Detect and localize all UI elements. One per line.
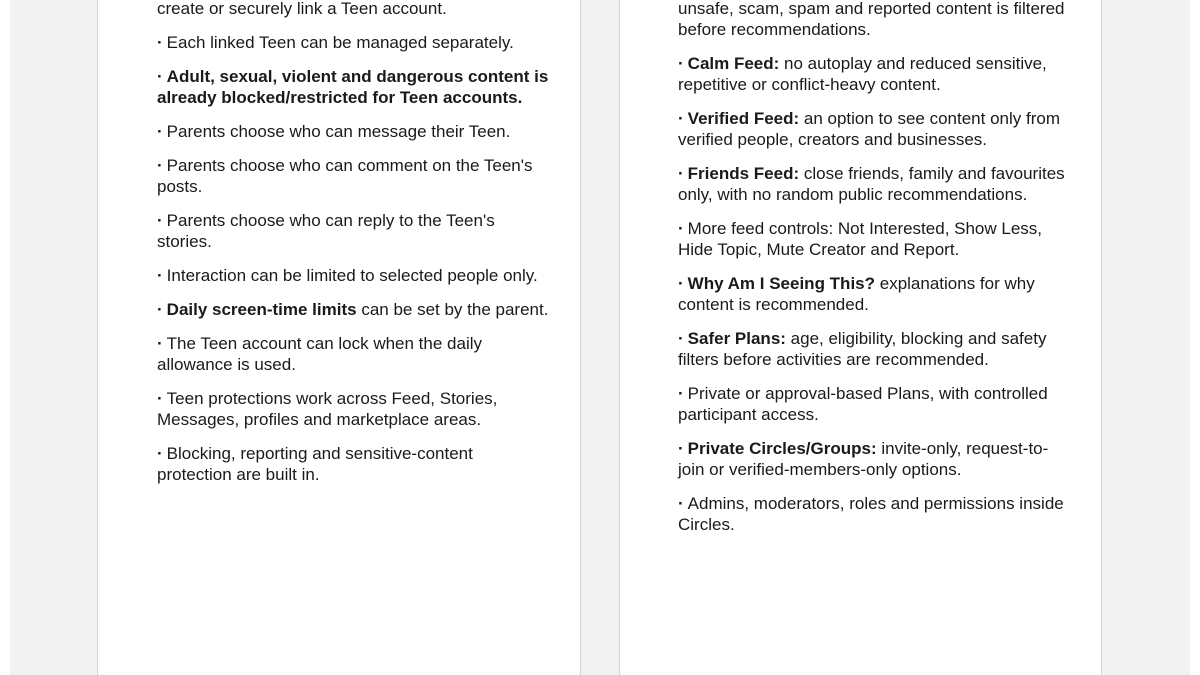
item-bold-label: Friends Feed: xyxy=(687,164,800,183)
item-text: no autoplay and reduced sensitive, repetitive or conflict-heavy content. xyxy=(678,54,1047,94)
list-item: · Private Circles/Groups: invite-only, request-to-join or verified-members-only options. xyxy=(678,439,1049,479)
item-text: More feed controls: Not Interested, Show Less, Hide Topic, Mute Creator and Report. xyxy=(678,219,1043,259)
item-text: Interaction can be limited to selected people only. xyxy=(166,266,538,285)
item-text: Admins, moderators, roles and permissions inside Circles. xyxy=(678,494,1064,534)
item-text: can be set by the parent. xyxy=(356,300,549,319)
list-item: · Friends Feed: close friends, family and favourites only, with no random public recommendations. xyxy=(678,164,1065,204)
item-bold-label: Verified Feed: xyxy=(687,109,800,128)
list-item: · Parents choose who can comment on the Teen's posts. xyxy=(157,156,533,196)
item-text: Parents choose who can message their Teen. xyxy=(166,122,511,141)
list-item: · Daily screen-time limits can be set by the parent. xyxy=(157,300,549,319)
item-text: explanations for why content is recommended. xyxy=(678,274,1035,314)
list-item: · Calm Feed: no autoplay and reduced sensitive, repetitive or conflict-heavy content. xyxy=(678,54,1047,94)
list-item: · Safer Plans: age, eligibility, blocking and safety filters before activities are recommended. xyxy=(678,329,1047,369)
item-text: Blocking, reporting and sensitive-content protection are built in. xyxy=(157,444,473,484)
list-item: · Blocking, reporting and sensitive-content protection are built in. xyxy=(157,444,473,484)
left-feature-list xyxy=(157,0,552,498)
item-text: Parents choose who can reply to the Teen's stories. xyxy=(157,211,495,251)
item-text: create or securely link a Teen account. xyxy=(157,0,447,18)
item-text: unsafe, scam, spam and reported content is filtered before recommendations. xyxy=(678,0,1065,39)
list-item: · Private or approval-based Plans, with controlled participant access. xyxy=(678,384,1048,424)
item-text: Private or approval-based Plans, with controlled participant access. xyxy=(678,384,1048,424)
list-item: · More feed controls: Not Interested, Show Less, Hide Topic, Mute Creator and Report. xyxy=(678,219,1043,259)
item-text: Teen protections work across Feed, Stories, Messages, profiles and marketplace areas. xyxy=(157,389,498,429)
list-item: · Verified Feed: an option to see content only from verified people, creators and businesses. xyxy=(678,109,1060,149)
item-text: an option to see content only from verified people, creators and businesses. xyxy=(678,109,1060,149)
item-bold-label: Daily screen-time limits xyxy=(166,300,357,319)
item-text: close friends, family and favourites only, with no random public recommendations. xyxy=(678,164,1065,204)
left-column-card xyxy=(97,0,581,675)
item-bold-label: Adult, sexual, violent and dangerous content is already blocked/restricted for Teen accounts. xyxy=(157,67,549,107)
list-item: · The Teen account can lock when the daily allowance is used. xyxy=(157,334,483,374)
item-bold-label: Private Circles/Groups: xyxy=(687,439,877,458)
item-text: The Teen account can lock when the daily allowance is used. xyxy=(157,334,483,374)
list-item xyxy=(157,0,552,19)
list-item: · Each linked Teen can be managed separately. xyxy=(157,33,514,52)
list-item xyxy=(678,0,1066,40)
list-item: · Parents choose who can message their Teen. xyxy=(157,122,511,141)
item-text: Parents choose who can comment on the Teen's posts. xyxy=(157,156,533,196)
item-text: invite-only, request-to-join or verified-members-only options. xyxy=(678,439,1049,479)
item-text: Each linked Teen can be managed separately. xyxy=(166,33,514,52)
list-item: · Interaction can be limited to selected people only. xyxy=(157,266,538,285)
list-item: · Parents choose who can reply to the Teen's stories. xyxy=(157,211,495,251)
right-edge xyxy=(1190,0,1200,675)
item-bold-label: Why Am I Seeing This? xyxy=(687,274,876,293)
list-item: · Teen protections work across Feed, Stories, Messages, profiles and marketplace areas. xyxy=(157,389,498,429)
list-item: · Admins, moderators, roles and permissions inside Circles. xyxy=(678,494,1064,534)
item-text: age, eligibility, blocking and safety filters before activities are recommended. xyxy=(678,329,1047,369)
right-feature-list xyxy=(678,0,1066,548)
left-edge xyxy=(0,0,10,675)
item-bold-label: Calm Feed: xyxy=(687,54,780,73)
list-item: · Why Am I Seeing This? explanations for why content is recommended. xyxy=(678,274,1035,314)
item-bold-label: Safer Plans: xyxy=(687,329,786,348)
list-item: · Adult, sexual, violent and dangerous content is already blocked/restricted for Teen accounts. xyxy=(157,67,549,107)
right-column-card xyxy=(619,0,1102,675)
